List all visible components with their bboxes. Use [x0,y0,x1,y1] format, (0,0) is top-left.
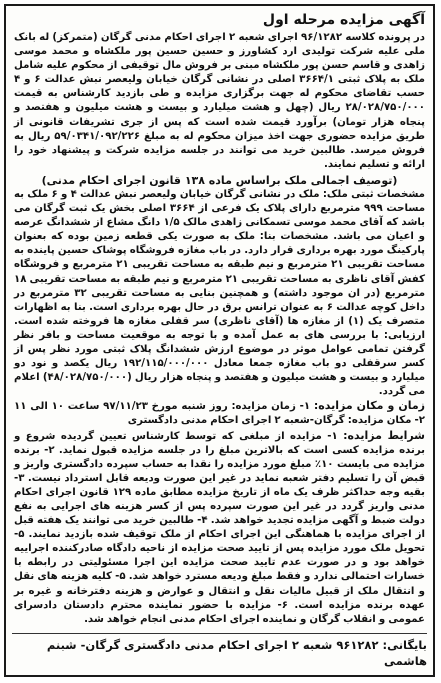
archive-signature: بایگانی: ۹۶۱۲۸۲ شعبه ۲ اجرای احکام مدنی دادگستری گرگان- شبنم هاشمی [12,633,427,669]
notice-body [6,6,433,627]
conditions-paragraph [14,429,425,627]
property-description-paragraph: مشخصات ثبتی ملک: ملک در نشانی گرگان خیابان ولیعصر نبش عدالت ۴ و ۶ ملک به مساحت ۹۹۹ مترمربع دارای پلاک یک فرعی از ۳۶۶۴ اصلی بخش یک ثبت گرگان می باشد که آقای محمد موسی تسمکانی زاهدی مالک ۱/۵ دانگ مشاع از ششدانگ عرصه و اعیان می باشد. مشخصات بنا: ملک به صورت یکی قطعه زمین بوده که بعنوان پارکینگ مورد بهره برداری قرار دارد. در باب مغازه فروشگاه پوشاک حسین پاینده به مساحت تقریبی ۲۱ مترمربع و نیم طبقه به مساحت تقریبی ۲۱ مترمربع و فروشگاه کفش آقای ناظری به مساحت تقریبی ۲۱ مترمربع و نیم طبقه به مساحت تقریبی ۱۸ مترمربع (در ان موجود داشته) و همچنین بنایی به مساحت تقریبی ۳۲ مترمربع در داخل کوچه عدالت ۶ به عنوان ترانس برق در حال بهره برداری است. بنا به اظهارات متصرف یک (۱) از مغازه ها (آقای ناظری) سر قفلی مغازه ها فروخته شده است. ارزیابی: با بررسی های به عمل آمده و با توجه به موقعیت مساحت و بافر نظر گرفتن تمامی عوامل موثر در موضوع ارزش ششدانگ پلاک ثبتی مورد نظر پس از کسر سرقفلی دو باب مغازه جمعا معادل ۱۹۲/۱۱۵/۰۰۰/۰۰۰ ریال یکصد و نود دو میلیارد و بیست و هشت میلیون و هفتصد و پنجاه هزار ریال (۴۸/۰۲۸/۷۵۰/۰۰۰) اعلام می گردد. [14,188,426,398]
time-place-paragraph [14,399,425,428]
intro-paragraph: در پرونده کلاسه ۹۶/۱۲۸۲ اجرای شعبه ۲ اجرای احکام مدنی گرگان (متمرکز) له بانک ملی علیه شرکت تولیدی ارد کشاورز و حسین حسین پور ملکشاه و محمد موسی زاهدی و قاسم حسن پور ملکشاه مبنی بر فروش مال توقیفی از محکوم علیه شامل ملک به پلاک ثبتی ۳۶۶۴/۱ اصلی در نشانی گرگان خیابان ولیعصر نبش عدالت ۶ و ۴ حسب تقاضای محکوم له جهت برگزاری مزایده و طی بازدید کارشناس به قیمت ۲۸/۰۲۸/۷۵۰/۰۰۰ ریال (چهل و هشت میلیارد و بیست و هشت میلیون و هفتصد و پنجاه هزار تومان) برآورد قیمت شده است که پس از جری تشریفات قانونی از طریق مزایده حضوری جهت اخذ میزان محکوم له به مبلغ ۵۹/۰۳۴۱/۰۹۲/۲۲۶ ریال به فروش میرسد. طالبین خرید می توانند در جلسه مزایده شرکت و پیشنهاد خود را ارائه و تسلیم نمایند. [14,32,425,170]
conditions-text: ۱- مزایده از مبلغی که توسط کارشناس تعیین گردیده شروع و برنده مزایده کسی است که بالاترین مبلغ را در جلسه مزایده قبول نماید. ۲- برنده مزایده می بایست ۱۰٪ مبلغ مورد مزایده را نقدا به حساب سپرده دادگستری واریز و قبض آن را تسلیم دفتر شعبه نماید در غیر این صورت ودیعه قابل استرداد نیست. ۳- بقیه وجه حداکثر ظرف یک ماه از تاریخ مزایده مطابق ماده ۱۲۹ قانون اجرای احکام مدنی واریز گردد در غیر این صورت سپرده پس از کسر هزینه های اجرایی به نفع دولت ضبط و آگهی مزایده تجدید خواهد شد. ۴- طالبین خرید می توانند یک هفته قبل از اجرای مزایده با هماهنگی این اجرای احکام از ملک توقیف شده بازدید نمایند. ۵- تحویل ملک مورد مزایده پس از تایید صحت مزایده از ناحیه دادگاه صادرکننده اجراییه خواهد بود و در صورت عدم تایید صحت مزایده این اجرا مسئولیتی در رابطه با خسارات احتمالی ندارد و فقط مبلغ ودیعه مسترد خواهد شد. ۵- کلیه هزینه های نقل و انتقال ملک از قبیل مالیات نقل و انتقال و عوارض و هزینه دفترخانه و غیره بر عهده برنده مزایده است. ۶- مزایده با حضور نماینده محترم دادستان دادسرای عمومی و انقلاب گرگان و نماینده اجرای احکام مدنی انجام خواهد شد. [14,430,426,625]
conditions-label: شرایط مزایده: [343,428,426,442]
notice-frame [4,4,435,677]
notice-title: آگهی مزایده مرحله اول [262,12,425,28]
time-place-text: ۱- زمان مزایده: روز شنبه مورخ ۹۷/۱۱/۲۳ ساعت ۱۰ الی ۱۱ ۲- مکان مزایده: گرگان-شعبه ۲ اجرای احکام مدنی دادگستری [14,401,425,427]
time-place-label: زمان و مکان مزایده: [313,399,425,413]
property-description-heading: (توصیف اجمالی ملک براساس ماده ۱۳۸ قانون اجرای احکام مدنی) [41,173,398,187]
